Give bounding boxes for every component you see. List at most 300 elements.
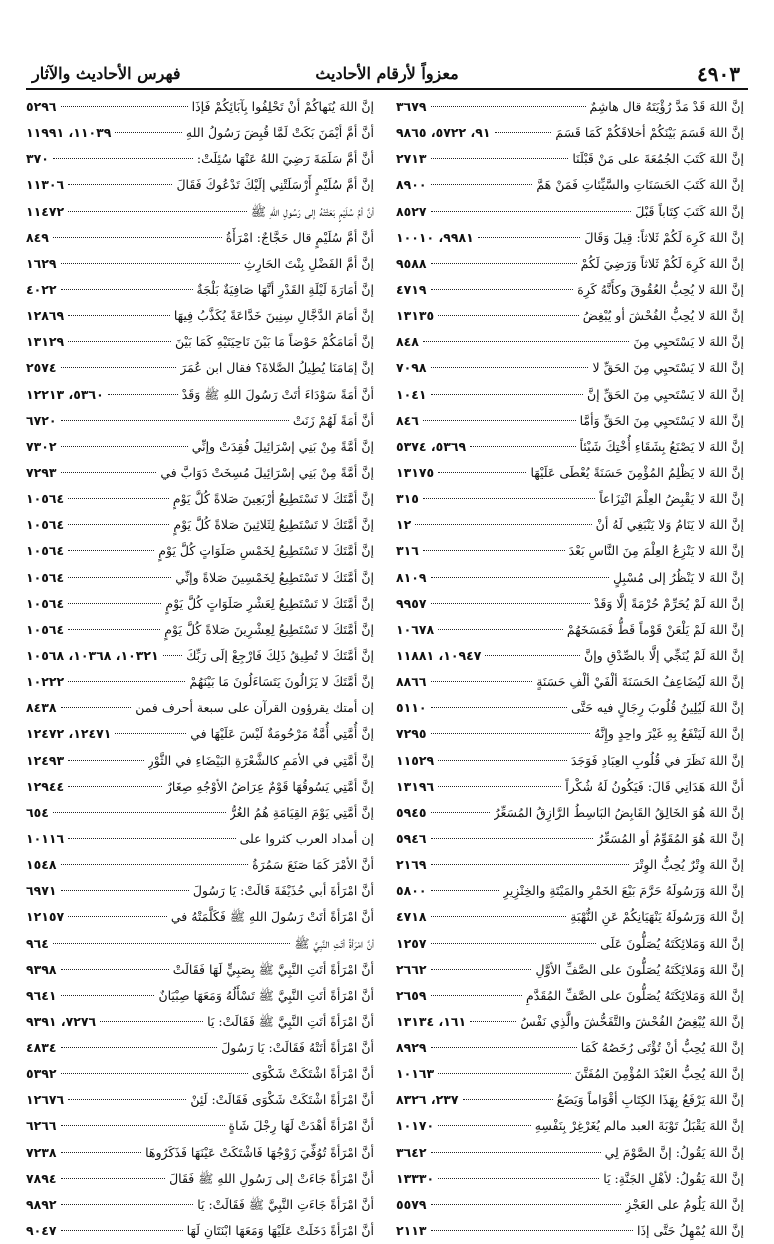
hadith-text: أنَّ أمَّ سَلَمَةَ رَضِيَ اللهُ عَنْهَا سُئِلَتْ:: [196, 151, 374, 167]
hadith-text: أنَّ الأمْرَ كَمَا صَنَعَ سَمُرَةُ: [252, 857, 374, 873]
hadith-entry: [26, 225, 374, 251]
hadith-text: أنَّ أمَةً لَهُمْ زَنَتْ: [292, 412, 374, 428]
leader-dots: [61, 706, 132, 708]
hadith-number: ١٢٤٩٣: [26, 752, 65, 768]
hadith-number: ٩٩٥٧: [396, 595, 427, 611]
hadith-text: أنَّ امْرَأةً جَاءَتِ النَّبِيَّ ﷺ فَقَالَتْ: يَا: [197, 1196, 374, 1212]
hadith-entry: [396, 1009, 744, 1035]
hadith-entry: [26, 251, 374, 277]
hadith-number: ١٠٤١: [396, 386, 427, 402]
hadith-number: ١٢١٥٧: [26, 909, 65, 925]
hadith-number: ٢٦٦٢: [396, 961, 427, 977]
hadith-entry: [26, 931, 374, 957]
leader-dots: [68, 523, 169, 525]
hadith-entry: [396, 931, 744, 957]
hadith-number: ٤٧١٩: [396, 281, 427, 297]
hadith-number: ١١٤٧٢: [26, 203, 65, 219]
hadith-number: ١٥٤٨: [26, 857, 57, 873]
hadith-text: إنَّ أمَّتَكَ لا تُطِيقُ ذَلِكَ فَارْجِعْ إلَى رَبِّكَ: [186, 647, 374, 663]
hadith-number: ٢١١٣: [396, 1223, 427, 1239]
hadith-number: ٢٦٥٩: [396, 987, 427, 1003]
hadith-text: أنَّ أمَّ أيْمَنَ بَكَتْ لَمَّا قُبِضَ رَسُولُ اللهِ: [185, 125, 374, 141]
hadith-number: ٥٣٦٩، ٥٣٧٤: [396, 438, 467, 454]
leader-dots: [68, 759, 144, 761]
leader-dots: [61, 471, 157, 473]
leader-dots: [53, 942, 290, 944]
leader-dots: [431, 157, 569, 159]
leader-dots: [438, 759, 567, 761]
hadith-entry: [396, 957, 744, 983]
hadith-number: ١٢٨٦٩: [26, 308, 65, 324]
hadith-entry: [396, 852, 744, 878]
hadith-number: ٢٣٧، ٨٣٢٦: [396, 1092, 459, 1108]
section-title: فهرس الأحاديث والآثار: [32, 64, 181, 83]
hadith-number: ٧٢٩٣: [26, 464, 57, 480]
leader-dots: [423, 419, 576, 421]
hadith-number: ٥١١٠: [396, 700, 427, 716]
leader-dots: [163, 654, 182, 656]
hadith-text: إنَّ أمَّتَكَ لا يَزَالُونَ يَتَسَاءَلُونَ مَا بَيْنَهُمْ: [189, 674, 374, 690]
leader-dots: [68, 628, 160, 630]
hadith-entry: [396, 1061, 744, 1087]
hadith-text: إنَّ اللهَ كَرِهَ لَكُمْ ثَلاثاً: قِيلَ وَقَالَ: [584, 229, 744, 245]
hadith-entry: [396, 617, 744, 643]
leader-dots: [61, 994, 155, 996]
leader-dots: [68, 915, 167, 917]
leader-dots: [431, 994, 523, 996]
hadith-number: ١٦١، ١٣١٣٤: [396, 1013, 467, 1029]
leader-dots: [108, 393, 178, 395]
hadith-entry: [396, 878, 744, 904]
hadith-text: إنَّ اللهَ هُوَ الخَالِقُ القَابِضُ البَاسِطُ الرَّازِقُ المُسَعِّرُ: [493, 804, 744, 820]
hadith-number: ١٢٦٧٦: [26, 1092, 65, 1108]
leader-dots: [438, 471, 526, 473]
leader-dots: [68, 680, 185, 682]
hadith-text: إنَّ أمَّتَكَ لا تَسْتَطِيعُ لِخَمْسِينَ صَلاةً وإنِّي: [175, 569, 374, 585]
hadith-entry: [396, 591, 744, 617]
leader-dots: [68, 549, 154, 551]
hadith-text: إنَّ اللهَ لا يَقْبِضُ العِلْمَ انْتِزَاعاً: [599, 491, 744, 507]
hadith-text: إنَّ اللهَ وَمَلائِكَتَهُ يُصَلُّونَ على الصَّفِّ المُقَدَّمِ: [526, 987, 744, 1003]
hadith-entry: [26, 878, 374, 904]
hadith-text: إنَّ أمَّتِي يَسُوقُهَا قَوْمٌ عِرَاضُ الأوْجُهِ صِغَارٌ: [165, 778, 374, 794]
hadith-number: ١٣١٩٦: [396, 778, 435, 794]
hadith-number: ١٠١١٦: [26, 830, 65, 846]
hadith-number: ٥٥٧٩: [396, 1196, 427, 1212]
hadith-number: ١٠١٦٣: [396, 1066, 435, 1082]
hadith-number: ١٠٥٦٤: [26, 517, 65, 533]
hadith-entry: [396, 382, 744, 408]
hadith-text: إنَّ اللهَ كَرِهَ لَكُمْ ثَلاثاً وَرَضِيَ لَكُمْ: [580, 255, 744, 271]
hadith-number: ٥٣٦٠، ١٢٢١٣: [26, 386, 104, 402]
hadith-text: إنَّ أمَامَكُمْ حَوْضاً مَا بَيْنَ نَاحِيَتَيْهِ كَمَا بَيْنَ: [174, 334, 374, 350]
hadith-entry: [26, 1166, 374, 1192]
leader-dots: [61, 419, 289, 421]
hadith-number: ٦٢٦٦: [26, 1118, 57, 1134]
leader-dots: [438, 1072, 570, 1074]
hadith-number: ٣٦٤٢: [396, 1144, 427, 1160]
leader-dots: [431, 915, 567, 917]
leader-dots: [61, 445, 188, 447]
hadith-number: ١٢٩٤٤: [26, 778, 65, 794]
leader-dots: [53, 236, 222, 238]
hadith-text: إنَّ اللهَ وَرَسُولَهُ حَرَّمَ بَيْعَ الخَمْرِ والمَيْتَةِ والخِنْزِيرِ: [502, 883, 744, 899]
hadith-number: ١٠٥٦٤: [26, 491, 65, 507]
hadith-number: ٧٢٧٦، ٩٣٩١: [26, 1013, 97, 1029]
hadith-number: ٣١٥: [396, 491, 419, 507]
hadith-number: ٨٤٣٨: [26, 700, 57, 716]
leader-dots: [431, 680, 533, 682]
hadith-number: ٣٦٧٩: [396, 99, 427, 114]
hadith-entry: [396, 1192, 744, 1218]
hadith-text: إنَّ أمَامَ الدَّجَّالِ سِنِينَ خَدَّاعَةً يُكَذَّبُ فِيهَا: [173, 308, 374, 324]
hadith-text: إنَّ اللهَ لا يُحِبُّ العُقُوقَ وكأَنَّهُ كَرِهَ: [577, 281, 744, 297]
hadith-text: إنَّ اللهَ لا يَظْلِمُ المُؤْمِنَ حَسَنَةً يُعْطَى عَلَيْهَا: [530, 464, 744, 480]
hadith-number: ١١٣٠٦: [26, 177, 65, 193]
hadith-number: ٤٧١٨: [396, 909, 427, 925]
hadith-entry: [26, 1218, 374, 1244]
hadith-text: إنَّ اللهَ لا يَسْتَحيِي مِنَ الحَقِّ وَأمَّا: [579, 412, 744, 428]
hadith-number: ١٢٥٧: [396, 935, 427, 951]
hadith-entry: [396, 1218, 744, 1244]
hadith-entry: [26, 172, 374, 198]
leader-dots: [68, 314, 170, 316]
left-column: [26, 94, 374, 1244]
page-header: [26, 58, 748, 88]
hadith-entry: [396, 983, 744, 1009]
hadith-text: إنَّ اللهَ لا يَنْزِعُ العِلْمَ مِنَ النَّاسِ بَعْدَ: [568, 543, 744, 559]
hadith-text: إنَّ اللهَ قَسَمَ بَيْنَكُمْ أخلاقَكُمْ كَمَا قَسَمَ: [555, 125, 744, 141]
hadith-number: ١٣١٧٥: [396, 464, 435, 480]
leader-dots: [431, 968, 532, 970]
header-divider: [26, 88, 748, 90]
leader-dots: [61, 1046, 218, 1048]
hadith-entry: [396, 774, 744, 800]
hadith-text: إنَّ اللهَ لا يَصْنَعُ بِشَقَاءِ أُخْتِكَ شَيْئاً: [579, 438, 744, 454]
leader-dots: [431, 393, 583, 395]
leader-dots: [61, 1229, 183, 1231]
hadith-entry: [26, 957, 374, 983]
hadith-entry: [396, 904, 744, 930]
hadith-text: إنَّ أمَّةً مِنْ بَنِي إسْرَائِيلَ مُسِخَتْ دَوَابَّ في: [160, 464, 374, 480]
hadith-text: أنَّ امْرَأةً جَاءَتْ إلى رَسُولِ اللهِ ﷺ فَقَالَ: [169, 1170, 374, 1186]
hadith-entry: [396, 1035, 744, 1061]
hadith-text: إنَّ اللهَ يُنَهاكُمْ أنْ تَحْلِفُوا بِآبَائِكُمْ فَإذَا: [191, 99, 374, 114]
hadith-text: إنَّ اللهَ وِتْرٌ يُحِبُّ الوِتْرَ: [632, 857, 744, 873]
hadith-entry: [396, 721, 744, 747]
hadith-number: ٨٥٢٧: [396, 203, 427, 219]
hadith-text: إنَّ اللهَ لا يَسْتَحيِي مِنَ: [633, 334, 744, 350]
hadith-number: ٦٧٢٠: [26, 412, 57, 428]
hadith-text: إنَّ اللهَ وَرَسُولَهُ يَنْهَيَانِكُمْ عَنِ النُّهْبَةِ: [570, 909, 744, 925]
leader-dots: [431, 1203, 622, 1205]
hadith-number: ٢٥٧٤: [26, 360, 57, 376]
hadith-text: أنَّ امْرَأةً أتَتِ النَّبِيَّ ﷺ: [294, 935, 374, 951]
hadith-entry: [26, 695, 374, 721]
hadith-text: إنَّ اللهَ قَدْ مَدَّ رُؤْيَتَهُ قال هاشِمٌ: [589, 99, 744, 114]
hadith-text: أنَّ امْرَأةً أتَتْ رَسُولَ اللهِ ﷺ فَكَلَّمَتْهُ في: [170, 909, 374, 925]
hadith-text: إن أمتك يقرؤون القرآن على سبعة أحرف فمن: [135, 700, 374, 716]
hadith-text: إنَّ أمَّ الفَضْلِ بِنْتَ الحَارِثِ: [243, 255, 374, 271]
leader-dots: [478, 236, 581, 238]
hadith-number: ١٠٩٤٧، ١١٨٨١: [396, 647, 482, 663]
leader-dots: [61, 366, 177, 368]
hadith-text: إنَّ اللهَ لَيُلِينُ قُلُوبَ رِجَالٍ فيه حَتَّى: [571, 700, 744, 716]
leader-dots: [61, 1124, 225, 1126]
leader-dots: [431, 863, 629, 865]
leader-dots: [470, 1020, 516, 1022]
leader-dots: [115, 732, 186, 734]
leader-dots: [68, 1098, 186, 1100]
hadith-number: ١٣١٣٥: [396, 308, 435, 324]
leader-dots: [61, 1203, 194, 1205]
hadith-number: ١٠٥٦٤: [26, 543, 65, 559]
hadith-text: أنَّ أمَّ سُلَيْمٍ بَعَثَتْهُ إلى رَسُولِ اللهِ ﷺ: [250, 203, 374, 219]
hadith-number: ٩٠٤٧: [26, 1223, 57, 1239]
hadith-number: ١٢٤٧١، ١٢٤٧٢: [26, 726, 112, 742]
hadith-number: ٥٣٩٢: [26, 1066, 57, 1082]
leader-dots: [431, 183, 533, 185]
leader-dots: [61, 288, 193, 290]
hadith-text: إنَّ أمَّتِي يَوْمَ القِيَامَةِ هُمُ الغُرُّ: [229, 804, 374, 820]
hadith-text: إنَّ اللهَ لا يَنَامُ وَلا يَنْبَغِي لَهُ أنْ: [595, 517, 744, 533]
hadith-entry: [26, 329, 374, 355]
hadith-entry: [26, 1087, 374, 1113]
hadith-text: إنَّ اللهَ لا يُحِبُّ الفُحْشَ أو يُبْغِضُ: [582, 308, 744, 324]
hadith-text: أنَّ امْرَأةً اشْتَكَتْ شَكْوَى: [251, 1066, 374, 1082]
hadith-number: ٥٩٤٥: [396, 804, 427, 820]
leader-dots: [53, 811, 226, 813]
leader-dots: [438, 628, 563, 630]
hadith-entry: [26, 721, 374, 747]
hadith-entry: [396, 1113, 744, 1139]
hadith-entry: [396, 199, 744, 225]
hadith-text: إنَّ أمَارَةَ لَيْلَةِ القَدْرِ أنَّهَا صَافِيَةٌ بَلْجَةٌ: [196, 281, 374, 297]
leader-dots: [415, 523, 591, 525]
leader-dots: [431, 602, 590, 604]
hadith-number: ٨٤٨: [396, 334, 419, 350]
hadith-number: ١٢: [396, 517, 412, 533]
hadith-entry: [26, 904, 374, 930]
hadith-number: ٩٩٨١، ١٠٠١٠: [396, 229, 474, 245]
hadith-entry: [26, 669, 374, 695]
leader-dots: [68, 785, 162, 787]
leader-dots: [431, 105, 586, 107]
hadith-entry: [26, 538, 374, 564]
leader-dots: [431, 288, 574, 290]
hadith-text: إنَّ إمَامَنَا يُطِيلُ الصَّلاةَ؟ فقال ابن عُمَرَ: [180, 360, 374, 376]
hadith-number: ٩٦٤: [26, 935, 49, 951]
hadith-text: أنَّ امْرَأةً أتَتِ النَّبِيَّ ﷺ فَقَالَتْ: يَا: [207, 1013, 374, 1029]
hadith-number: ١١٠٣٩، ١١٩٩١: [26, 125, 112, 141]
hadith-entry: [396, 565, 744, 591]
leader-dots: [431, 889, 499, 891]
hadith-number: ٢٧١٣: [396, 151, 427, 167]
leader-dots: [431, 1151, 601, 1153]
hadith-entry: [396, 538, 744, 564]
leader-dots: [68, 183, 172, 185]
hadith-number: ١٠٥٦٤: [26, 569, 65, 585]
hadith-text: إنَّ اللهَ لا يَسْتَحيِي مِنَ الحَقِّ إنَّ: [586, 386, 744, 402]
hadith-entry: [396, 355, 744, 381]
hadith-entry: [396, 748, 744, 774]
hadith-entry: [26, 983, 374, 1009]
hadith-text: أنَّ أمَّ سُلَيْمٍ قال حَجَّاجٌ: امْرَأَةُ: [225, 229, 374, 245]
hadith-entry: [396, 329, 744, 355]
hadith-number: ٣٧٠: [26, 151, 49, 167]
hadith-entry: [26, 826, 374, 852]
hadith-entry: [26, 1140, 374, 1166]
leader-dots: [431, 210, 632, 212]
hadith-entry: [26, 408, 374, 434]
hadith-number: ١٠٢٢٢: [26, 674, 65, 690]
hadith-entry: [26, 1113, 374, 1139]
hadith-text: إنَّ اللهَ يُبْغِضُ الفُحْشَ والتَّفَحُّشَ والَّذِي نَفْسُ: [520, 1013, 744, 1029]
hadith-entry: [26, 591, 374, 617]
leader-dots: [68, 576, 171, 578]
hadith-entry: [396, 251, 744, 277]
hadith-number: ٤٨٣٤: [26, 1040, 57, 1056]
hadith-text: أنَّ امْرَأةً أتَتِ النَّبِيَّ ﷺ تَسْأَلُهُ وَمَعَهَا صِبْيَانٌ: [158, 987, 374, 1003]
leader-dots: [431, 837, 594, 839]
hadith-number: ٨١٠٩: [396, 569, 427, 585]
leader-dots: [68, 497, 169, 499]
hadith-entry: [26, 434, 374, 460]
leader-dots: [68, 602, 161, 604]
hadith-number: ٨٩٠٠: [396, 177, 427, 193]
hadith-number: ٥٨٠٠: [396, 883, 427, 899]
hadith-number: ٧٢٩٥: [396, 726, 427, 742]
leader-dots: [61, 889, 189, 891]
hadith-number: ١٣١٢٩: [26, 334, 65, 350]
hadith-text: إنَّ اللهَ يَلُومُ على العَجْزِ: [625, 1196, 744, 1212]
hadith-entry: [396, 800, 744, 826]
hadith-entry: [26, 486, 374, 512]
hadith-text: إنَّ اللهَ يَقْبَلُ تَوْبَةَ العبد مالم يُغَرْغِرْ بِنَفْسِهِ: [534, 1118, 744, 1134]
hadith-text: إنَّ اللهَ يُحِبُّ العَبْدَ المُؤْمِنَ المُفَتَّنَ: [574, 1066, 744, 1082]
hadith-number: ٥٢٩٦: [26, 99, 57, 114]
leader-dots: [438, 1177, 599, 1179]
leader-dots: [68, 837, 235, 839]
hadith-entry: [396, 434, 744, 460]
hadith-entry: [26, 1192, 374, 1218]
hadith-text: أنَّ امْرَأةً أتَتِ النَّبِيَّ ﷺ بِصَبِيٍّ لَهَا فَقَالَتْ: [172, 961, 374, 977]
hadith-entry: [26, 303, 374, 329]
hadith-text: إنَّ اللهَ يَقُولُ: إنَّ الصَّوْمَ لِي: [604, 1144, 744, 1160]
hadith-number: ١٠٥٦٤: [26, 595, 65, 611]
page-number: ٤٩٠٣: [697, 62, 740, 86]
hadith-text: أنَّ امْرَأةً اشْتَكَتْ شَكْوَى فَقَالَتْ: لَئِنْ: [190, 1092, 374, 1108]
leader-dots: [115, 131, 181, 133]
hadith-entry: [396, 512, 744, 538]
hadith-text: إنَّ أمَّتَكَ لا تَسْتَطِيعُ لِعِشْرِينَ صَلاةً كُلَّ يَوْمٍ: [164, 621, 374, 637]
hadith-entry: [26, 617, 374, 643]
hadith-number: ٥٩٤٦: [396, 830, 427, 846]
hadith-text: إنَّ أمَّتَكَ لا تَسْتَطِيعُ لِثَلاثِينَ صَلاةً كُلَّ يَوْمٍ: [173, 517, 374, 533]
hadith-number: ٨٨٦٦: [396, 674, 427, 690]
hadith-text: إنَّ اللهَ لا يَنْظُرُ إلى مُسْبِلٍ: [613, 569, 744, 585]
leader-dots: [68, 210, 247, 212]
hadith-text: إنَّ اللهَ لا يَسْتَحيِي مِنَ الحَقِّ لا: [592, 360, 744, 376]
hadith-entry: [396, 669, 744, 695]
right-column: [396, 94, 744, 1244]
leader-dots: [485, 654, 580, 656]
leader-dots: [61, 968, 169, 970]
hadith-text: إنَّ اللهَ وَمَلائِكَتَهُ يُصَلُّونَ على الصَّفِّ الأوَّلِ: [535, 961, 744, 977]
hadith-number: ١٠١٧٠: [396, 1118, 435, 1134]
leader-dots: [423, 497, 595, 499]
leader-dots: [438, 1124, 531, 1126]
leader-dots: [53, 157, 193, 159]
leader-dots: [61, 1177, 166, 1179]
leader-dots: [431, 706, 567, 708]
hadith-entry: [26, 120, 374, 146]
hadith-entry: [396, 146, 744, 172]
hadith-entry: [26, 565, 374, 591]
hadith-entry: [396, 408, 744, 434]
hadith-text: إنَّ أمَّتَكَ لا تَسْتَطِيعُ أرْبَعِينَ صَلاةً كُلَّ يَوْمٍ: [172, 491, 374, 507]
hadith-entry: [26, 94, 374, 120]
hadith-text: إنَّ اللهَ لَمْ يُنَجِّي إلَّا بالصِّدْقِ وإنَّ: [584, 647, 744, 663]
hadith-number: ١٠٦٧٨: [396, 621, 435, 637]
leader-dots: [431, 262, 577, 264]
leader-dots: [100, 1020, 203, 1022]
hadith-text: أنَّ أمَةً سَوْدَاءَ أتَتْ رَسُولَ اللهِ ﷺ وَقَدْ: [181, 386, 374, 402]
hadith-text: إن أمداد العرب كثروا على: [239, 830, 374, 846]
hadith-number: ٧٢٣٨: [26, 1144, 57, 1160]
hadith-number: ٨٤٩: [26, 229, 49, 245]
hadith-entry: [26, 199, 374, 225]
hadith-text: إنَّ أمَّ سُلَيْمٍ أَرْسَلَتْنِي إلَيْكَ تَدْعُوكَ فَقَالَ: [176, 177, 374, 193]
hadith-entry: [396, 460, 744, 486]
leader-dots: [61, 105, 188, 107]
hadith-entry: [26, 643, 374, 669]
hadith-number: ٩١، ٥٧٢٢، ٩٨٦٥: [396, 125, 491, 141]
hadith-text: إنَّ أمَّتَكَ لا تَسْتَطِيعُ لِخَمْسِ صَلَوَاتٍ كُلَّ يَوْمٍ: [158, 543, 374, 559]
hadith-entry: [396, 303, 744, 329]
hadith-number: ٦٥٤: [26, 804, 49, 820]
hadith-number: ٩٥٨٨: [396, 255, 427, 271]
hadith-number: ٩٣٩٨: [26, 961, 57, 977]
hadith-number: ٦٩٧١: [26, 883, 57, 899]
hadith-entry: [26, 277, 374, 303]
leader-dots: [431, 366, 589, 368]
leader-dots: [431, 1046, 577, 1048]
hadith-entry: [26, 1009, 374, 1035]
hadith-entry: [26, 800, 374, 826]
hadith-text: إنَّ اللهَ كَتَبَ الجُمُعَةَ على مَنْ قَبْلَنَا: [572, 151, 744, 167]
leader-dots: [438, 785, 561, 787]
hadith-entry: [396, 120, 744, 146]
leader-dots: [463, 1098, 553, 1100]
hadith-entry: [396, 225, 744, 251]
hadith-entry: [26, 460, 374, 486]
leader-dots: [438, 314, 579, 316]
hadith-text: إنَّ اللهَ لَيَنْفَعُ بِهِ غَيْرَ واحِدٍ وإِنَّهُ: [594, 726, 744, 742]
leader-dots: [61, 863, 249, 865]
hadith-text: إنَّ اللهَ لَيُضَاعِفُ الحَسَنَةَ ألْفَيْ ألْفِ حَسَنَةٍ: [536, 674, 744, 690]
hadith-text: أنَّ امْرَأةً أتَتْهُ فَقَالَتْ: يَا رَسُولَ: [221, 1040, 374, 1056]
hadith-text: إنَّ اللهَ يُمْهِلُ حَتَّى إذَا: [636, 1223, 744, 1239]
hadith-text: إنَّ اللهَ لَمْ يُحَرِّمْ حُرْمَةً إلَّا وَقَدْ: [593, 595, 744, 611]
hadith-number: ٧٣٠٢: [26, 438, 57, 454]
leader-dots: [423, 340, 629, 342]
hadith-number: ٩٨٩٢: [26, 1196, 57, 1212]
page-title: معزواً لأرقام الأحاديث: [315, 64, 459, 83]
hadith-text: إنَّ اللهَ وَمَلائِكَتَهُ يُصَلُّونَ عَلَى: [600, 935, 744, 951]
hadith-number: ٧٠٩٨: [396, 360, 427, 376]
hadith-entry: [396, 1166, 744, 1192]
